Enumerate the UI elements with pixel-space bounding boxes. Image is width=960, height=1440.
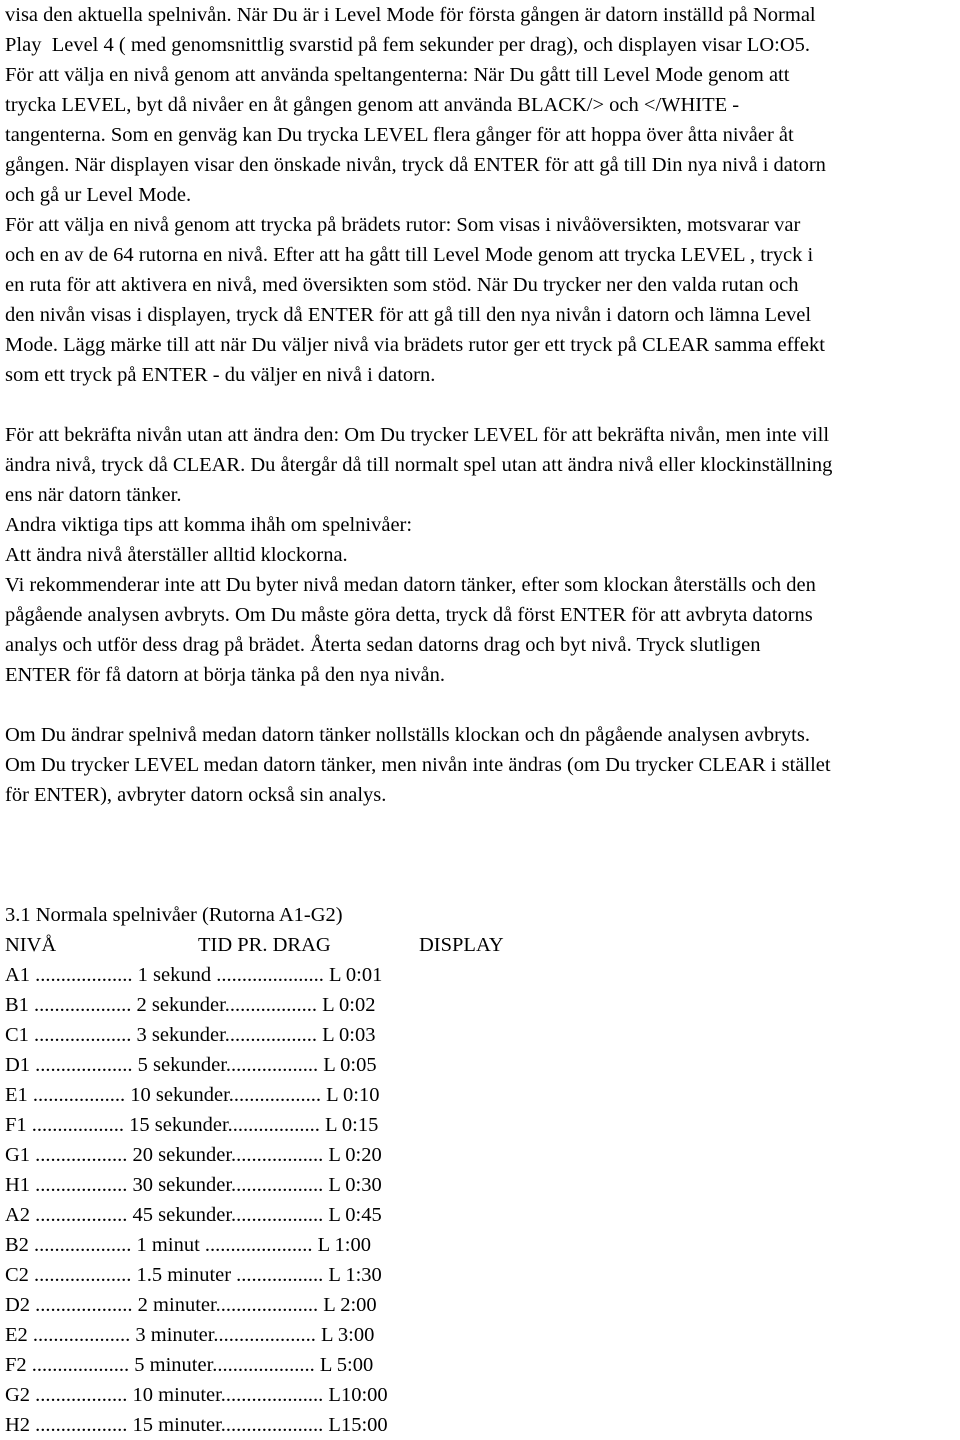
text-line: Play Level 4 ( med genomsnittlig svarstid på fem sekunder per drag), och displayen visar LO:O5. [5,34,810,56]
change-paragraph [5,720,960,810]
table-row: H2 .................. 15 minuter.................... L15:00 [5,1414,388,1436]
spacer [5,690,960,720]
table-row: H1 .................. 30 sekunder.................. L 0:30 [5,1174,382,1196]
table-row: E1 .................. 10 sekunder.................. L 0:10 [5,1084,380,1106]
table-row: D2 ................... 2 minuter.................... L 2:00 [5,1294,377,1316]
text-line: För att välja en nivå genom att använda speltangenterna: När Du gått till Level Mode genom att [5,64,790,86]
table-row: G1 .................. 20 sekunder.................. L 0:20 [5,1144,382,1166]
table-row: B1 ................... 2 sekunder.................. L 0:02 [5,994,376,1016]
section-title: 3.1 Normala spelnivåer (Rutorna A1-G2) [5,904,343,926]
table-row: C1 ................... 3 sekunder.................. L 0:03 [5,1024,376,1046]
text-line: Mode. Lägg märke till att när Du väljer nivå via brädets rutor ger ett tryck på CLEAR samma effekt [5,334,825,356]
text-line: och gå ur Level Mode. [5,184,192,206]
text-line: För att bekräfta nivån utan att ändra den: Om Du trycker LEVEL för att bekräfta nivån, men inte vill [5,424,830,446]
table-row: F1 .................. 15 sekunder.................. L 0:15 [5,1114,379,1136]
text-line: den nivån visas i displayen, tryck då ENTER för att gå till den nya nivån i datorn och lämna Level [5,304,812,326]
text-line: ens när datorn tänker. [5,484,182,506]
header-display: DISPLAY [419,934,504,956]
text-line: Att ändra nivå återställer alltid klockorna. [5,544,348,566]
text-line: som ett tryck på ENTER - du väljer en nivå i datorn. [5,364,436,386]
table-row: F2 ................... 5 minuter.................... L 5:00 [5,1354,374,1376]
table-row: A1 ................... 1 sekund ..................... L 0:01 [5,964,383,986]
table-row: A2 .................. 45 sekunder.................. L 0:45 [5,1204,382,1226]
text-line: trycka LEVEL, byt då nivåer en åt gången genom att använda BLACK/> och </WHITE - [5,94,740,116]
text-line: visa den aktuella spelnivån. När Du är i Level Mode för första gången är datorn inställd på Normal [5,4,816,26]
text-line: för ENTER), avbryter datorn också sin analys. [5,784,387,806]
table-row: B2 ................... 1 minut ..................... L 1:00 [5,1234,371,1256]
text-line: analys och utför dess drag på brädet. Återta sedan datorns drag och byt nivå. Tryck slutligen [5,634,761,656]
text-line: ENTER för få datorn at börja tänka på den nya nivån. [5,664,446,686]
text-line: Om Du trycker LEVEL medan datorn tänker, men nivån inte ändras (om Du trycker CLEAR i stället [5,754,831,776]
spacer [5,390,960,420]
table-row: E2 ................... 3 minuter.................... L 3:00 [5,1324,375,1346]
table-header [5,930,960,960]
spacer [5,810,960,900]
table-row: G2 .................. 10 minuter.................... L10:00 [5,1384,388,1406]
text-line: tangenterna. Som en genväg kan Du trycka LEVEL flera gånger för att hoppa över åtta nivåer åt [5,124,794,146]
header-time: TID PR. DRAG [198,934,331,956]
text-line: Om Du ändrar spelnivå medan datorn tänker nollställs klockan och dn pågående analysen avbryts. [5,724,810,746]
text-line: en ruta för att aktivera en nivå, med översikten som stöd. När Du trycker ner den valda rutan och [5,274,799,296]
text-line: ändra nivå, tryck då CLEAR. Du återgår då till normalt spel utan att ändra nivå eller klockinställning [5,454,833,476]
confirm-paragraph [5,420,960,690]
levels-section [5,900,960,1440]
table-row: C2 ................... 1.5 minuter ................. L 1:30 [5,1264,382,1286]
text-line: Vi rekommenderar inte att Du byter nivå medan datorn tänker, efter som klockan återställs och den [5,574,816,596]
intro-paragraph [5,0,960,390]
text-line: gången. När displayen visar den önskade nivån, tryck då ENTER för att gå till Din nya nivå i datorn [5,154,826,176]
text-line: och en av de 64 rutorna en nivå. Efter att ha gått till Level Mode genom att trycka LEVEL , tryck i [5,244,814,266]
table-row: D1 ................... 5 sekunder.................. L 0:05 [5,1054,377,1076]
header-level: NIVÅ [5,934,57,956]
text-line: Andra viktiga tips att komma ihåh om spelnivåer: [5,514,413,536]
text-line: För att välja en nivå genom att trycka på brädets rutor: Som visas i nivåöversikten, motsvarar var [5,214,801,236]
text-line: pågående analysen avbryts. Om Du måste göra detta, tryck då först ENTER för att avbryta datorns [5,604,813,626]
